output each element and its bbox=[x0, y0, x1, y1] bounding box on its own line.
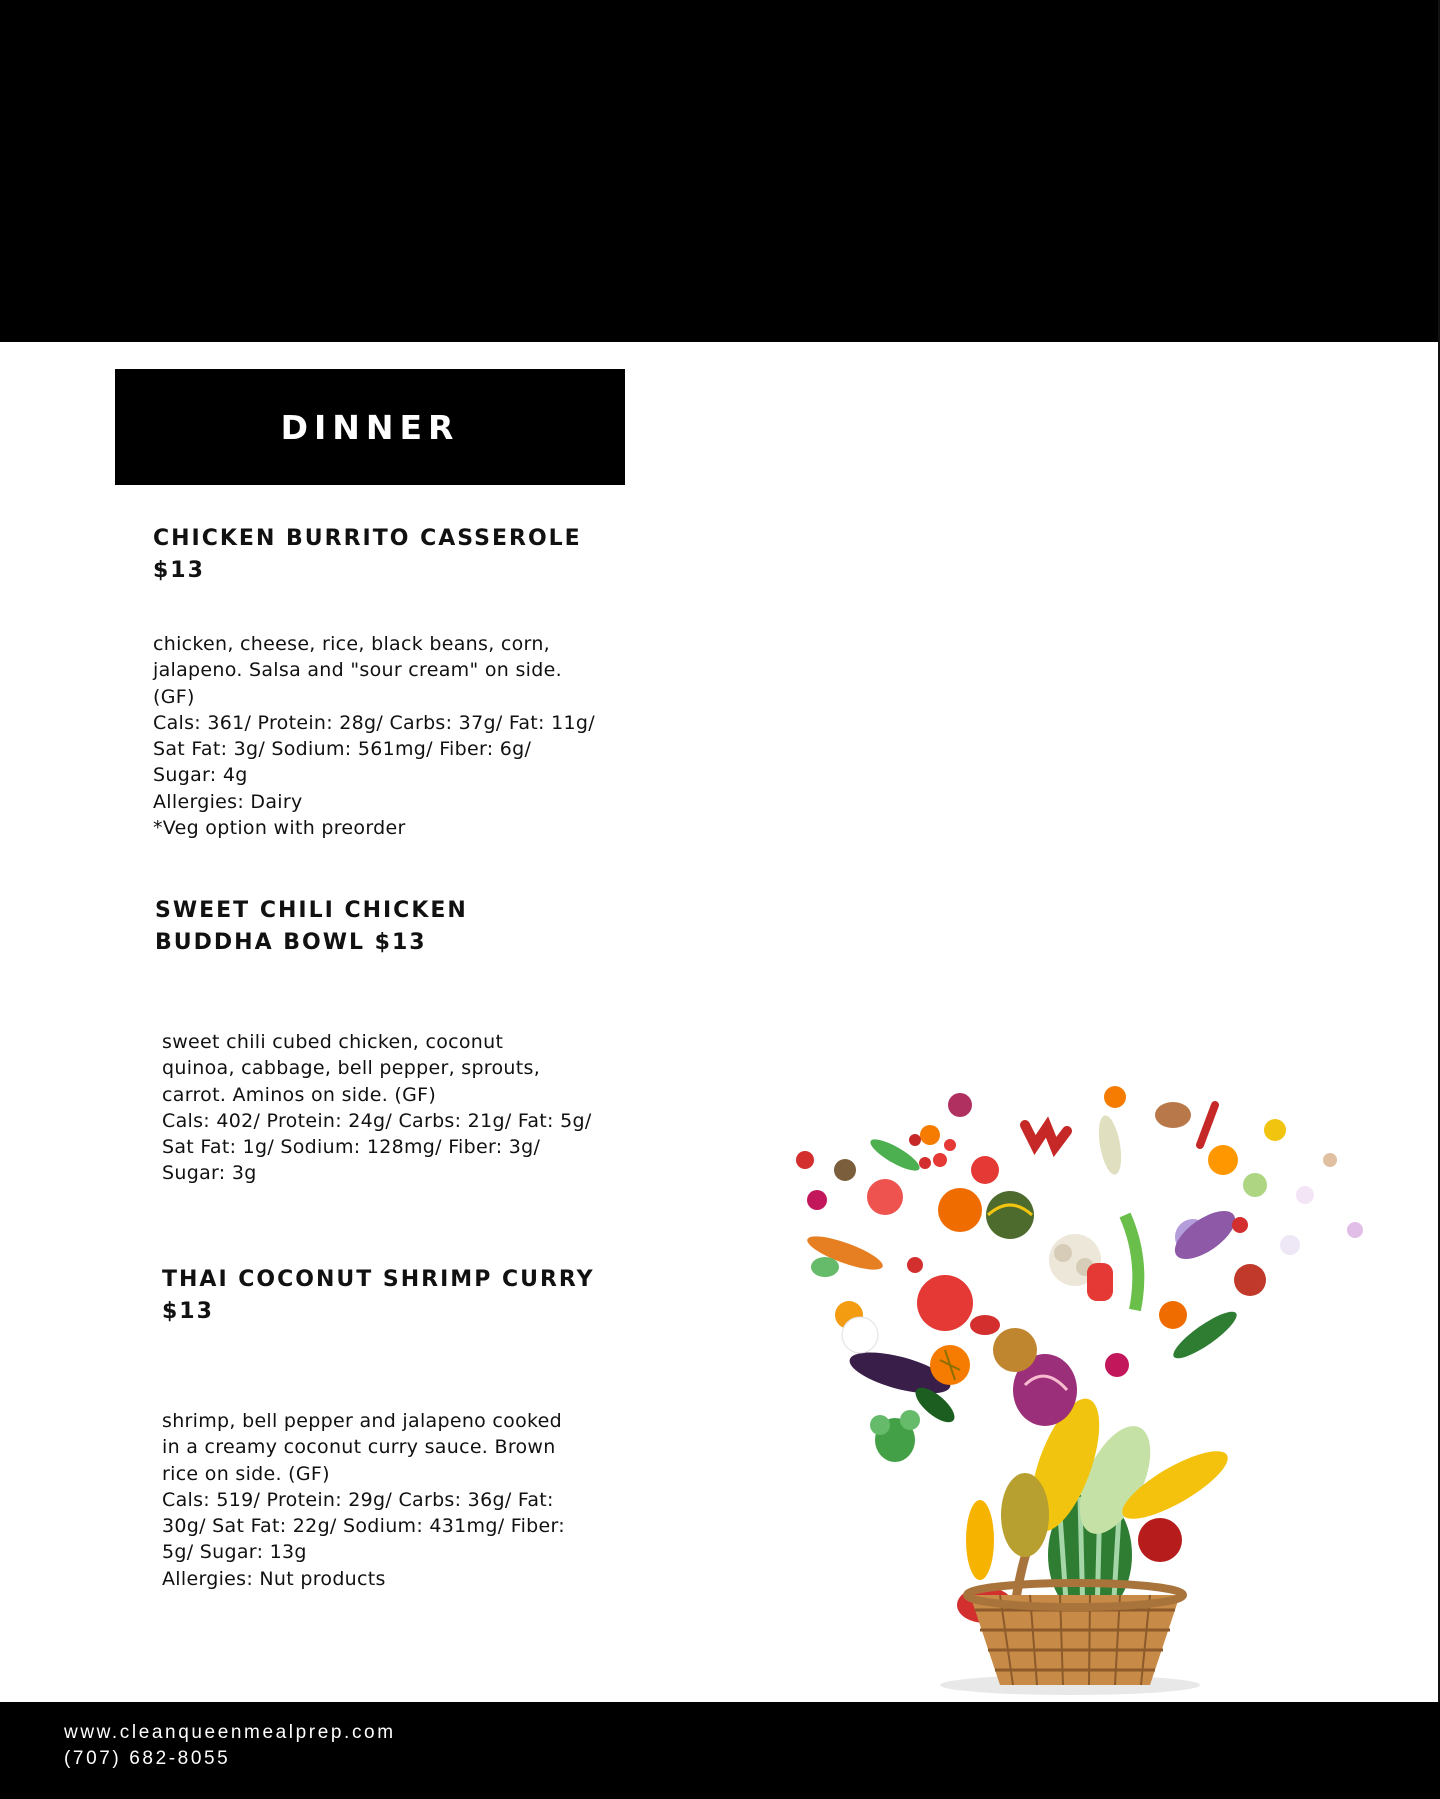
menu-item-sweet-chili-chicken-buddha-bowl bbox=[155, 895, 625, 1187]
footer-phone: (707) 682-8055 bbox=[64, 1748, 231, 1769]
nutrition-line: Cals: 519/ Protein: 29g/ Carbs: 36g/ Fat: bbox=[162, 1488, 554, 1511]
menu-item-chicken-burrito-casserole bbox=[153, 523, 623, 841]
desc-line: carrot. Aminos on side. (GF) bbox=[162, 1083, 437, 1106]
nutrition-line: Sugar: 3g bbox=[162, 1162, 257, 1185]
nutrition-line: Sat Fat: 3g/ Sodium: 561mg/ Fiber: 6g/ bbox=[153, 738, 532, 761]
item-price: $13 bbox=[153, 558, 205, 583]
menu-item-thai-coconut-shrimp-curry bbox=[162, 1264, 632, 1592]
desc-line: jalapeno. Salsa and "sour cream" on side. bbox=[153, 659, 562, 682]
nutrition-line: Cals: 402/ Protein: 24g/ Carbs: 21g/ Fat: 5g/ bbox=[162, 1109, 592, 1132]
desc-line: chicken, cheese, rice, black beans, corn, bbox=[153, 633, 551, 655]
allergies-line: Allergies: Dairy bbox=[153, 790, 303, 813]
item-price: $13 bbox=[162, 1299, 214, 1324]
item-title-line: BUDDHA BOWL $13 bbox=[155, 930, 427, 955]
desc-line: rice on side. (GF) bbox=[162, 1462, 330, 1485]
section-title: DINNER bbox=[280, 407, 460, 447]
footer-website: www.cleanqueenmealprep.com bbox=[64, 1722, 396, 1743]
desc-line: shrimp, bell pepper and jalapeno cooked bbox=[162, 1410, 562, 1432]
item-title-line: SWEET CHILI CHICKEN bbox=[155, 898, 468, 923]
desc-line: quinoa, cabbage, bell pepper, sprouts, bbox=[162, 1057, 541, 1080]
item-title bbox=[162, 1264, 632, 1328]
desc-line: sweet chili cubed chicken, coconut bbox=[162, 1031, 504, 1053]
footer bbox=[0, 1702, 1440, 1799]
nutrition-line: Sat Fat: 1g/ Sodium: 128mg/ Fiber: 3g/ bbox=[162, 1136, 541, 1159]
nutrition-line: 30g/ Sat Fat: 22g/ Sodium: 431mg/ Fiber: bbox=[162, 1515, 566, 1538]
item-title bbox=[153, 523, 623, 587]
item-description bbox=[162, 1029, 625, 1187]
item-title bbox=[155, 895, 625, 959]
top-black-band bbox=[0, 0, 1440, 342]
item-title-line: CHICKEN BURRITO CASSEROLE bbox=[153, 526, 582, 551]
section-header bbox=[115, 369, 625, 485]
item-description bbox=[162, 1408, 632, 1592]
desc-line: (GF) bbox=[153, 685, 195, 708]
nutrition-line: Sugar: 4g bbox=[153, 764, 248, 787]
vegetable-basket-icon bbox=[785, 1085, 1380, 1700]
nutrition-line: Cals: 361/ Protein: 28g/ Carbs: 37g/ Fat: 11g/ bbox=[153, 711, 595, 734]
nutrition-line: 5g/ Sugar: 13g bbox=[162, 1541, 307, 1564]
item-title-line: THAI COCONUT SHRIMP CURRY bbox=[162, 1267, 595, 1292]
allergies-line: Allergies: Nut products bbox=[162, 1567, 386, 1590]
note-line: *Veg option with preorder bbox=[153, 817, 406, 840]
item-description bbox=[153, 631, 623, 841]
desc-line: in a creamy coconut curry sauce. Brown bbox=[162, 1436, 556, 1459]
